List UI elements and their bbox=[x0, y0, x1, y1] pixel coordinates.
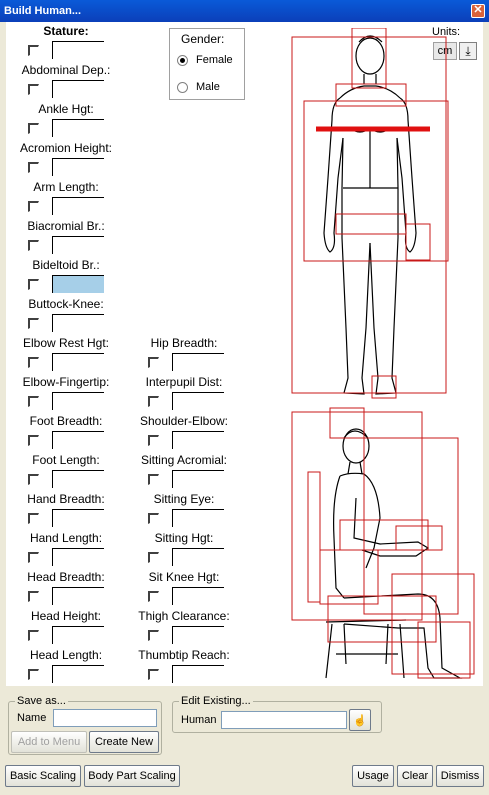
measurement-checkbox[interactable] bbox=[28, 123, 39, 134]
measurement-input[interactable] bbox=[52, 236, 104, 254]
measurement-checkbox[interactable] bbox=[148, 474, 159, 485]
measurement-label: Hand Length: bbox=[29, 531, 103, 545]
gender-title: Gender: bbox=[181, 32, 225, 46]
measurement-input[interactable] bbox=[172, 392, 224, 410]
gender-female-radio[interactable] bbox=[177, 55, 188, 66]
measurement-label: Sit Knee Hgt: bbox=[148, 570, 220, 584]
measurement-label: Biacromial Br.: bbox=[27, 219, 105, 233]
measurement-label: Interpupil Dist: bbox=[145, 375, 223, 389]
measurement-input[interactable] bbox=[52, 470, 104, 488]
gender-group bbox=[169, 28, 245, 100]
measurement-input[interactable] bbox=[52, 119, 104, 137]
dismiss-button[interactable]: Dismiss bbox=[436, 765, 484, 787]
measurement-checkbox[interactable] bbox=[28, 84, 39, 95]
measurement-label: Stature: bbox=[43, 24, 89, 38]
hand-pointer-icon[interactable]: ☝ bbox=[349, 709, 371, 731]
measurement-label: Abdominal Dep.: bbox=[21, 63, 111, 77]
units-label: Units: bbox=[432, 26, 461, 38]
measurement-checkbox[interactable] bbox=[28, 552, 39, 563]
measurement-label: Elbow Rest Hgt: bbox=[22, 336, 110, 350]
name-input[interactable] bbox=[53, 709, 157, 727]
measurement-checkbox[interactable] bbox=[28, 279, 39, 290]
measurement-label: Foot Length: bbox=[32, 453, 100, 467]
measurement-checkbox[interactable] bbox=[28, 630, 39, 641]
basic-scaling-button[interactable]: Basic Scaling bbox=[5, 765, 81, 787]
window-title: Build Human... bbox=[4, 5, 81, 17]
gender-female-label[interactable]: Female bbox=[196, 54, 233, 66]
measurement-label: Head Height: bbox=[30, 609, 102, 623]
measurement-label: Foot Breadth: bbox=[29, 414, 103, 428]
measurement-label: Hand Breadth: bbox=[27, 492, 105, 506]
gender-male-radio[interactable] bbox=[177, 82, 188, 93]
gender-male-label[interactable]: Male bbox=[196, 81, 220, 93]
measurement-input[interactable] bbox=[52, 275, 104, 293]
measurement-label: Sitting Acromial: bbox=[140, 453, 228, 467]
measurement-input[interactable] bbox=[52, 665, 104, 683]
measurement-input[interactable] bbox=[52, 392, 104, 410]
measurement-checkbox[interactable] bbox=[28, 513, 39, 524]
measurement-input[interactable] bbox=[52, 197, 104, 215]
human-input[interactable] bbox=[221, 711, 347, 729]
name-label: Name bbox=[17, 712, 47, 724]
measurement-label: Ankle Hgt: bbox=[38, 102, 94, 116]
measurement-checkbox[interactable] bbox=[28, 474, 39, 485]
human-label: Human bbox=[181, 714, 217, 726]
measurement-input[interactable] bbox=[52, 80, 104, 98]
measurement-checkbox[interactable] bbox=[28, 318, 39, 329]
measurement-input[interactable] bbox=[52, 626, 104, 644]
measurement-checkbox[interactable] bbox=[28, 357, 39, 368]
measurement-checkbox[interactable] bbox=[28, 201, 39, 212]
measurement-checkbox[interactable] bbox=[148, 669, 159, 680]
download-arrow-icon[interactable]: ⤓ bbox=[459, 42, 477, 60]
add-to-menu-button[interactable]: Add to Menu bbox=[11, 731, 87, 753]
measurement-checkbox[interactable] bbox=[148, 630, 159, 641]
measurement-checkbox[interactable] bbox=[28, 591, 39, 602]
measurement-input[interactable] bbox=[52, 431, 104, 449]
measurement-label: Thumbtip Reach: bbox=[138, 648, 230, 662]
edit-existing-group bbox=[172, 695, 382, 733]
standing-figure bbox=[324, 36, 416, 394]
measurement-checkbox[interactable] bbox=[28, 162, 39, 173]
save-as-group bbox=[8, 695, 162, 755]
measurement-input[interactable] bbox=[172, 548, 224, 566]
body-part-scaling-button[interactable]: Body Part Scaling bbox=[84, 765, 180, 787]
measurement-input[interactable] bbox=[172, 509, 224, 527]
usage-button[interactable]: Usage bbox=[352, 765, 394, 787]
measurement-checkbox[interactable] bbox=[148, 357, 159, 368]
measurement-input[interactable] bbox=[172, 665, 224, 683]
measurement-label: Bideltoid Br.: bbox=[32, 258, 100, 272]
measurement-input[interactable] bbox=[52, 587, 104, 605]
measurement-label: Thigh Clearance: bbox=[138, 609, 230, 623]
measurement-overlay bbox=[292, 28, 474, 678]
human-figure-diagram[interactable] bbox=[288, 28, 478, 682]
measurement-label: Head Length: bbox=[29, 648, 103, 662]
measurement-checkbox[interactable] bbox=[28, 669, 39, 680]
edit-existing-title: Edit Existing... bbox=[181, 695, 251, 707]
measurement-label: Buttock-Knee: bbox=[28, 297, 104, 311]
units-select[interactable]: cm bbox=[433, 42, 457, 60]
measurement-input[interactable] bbox=[172, 626, 224, 644]
measurement-label: Hip Breadth: bbox=[150, 336, 218, 350]
measurement-input[interactable] bbox=[52, 314, 104, 332]
measurement-input[interactable] bbox=[52, 548, 104, 566]
close-icon[interactable]: ✕ bbox=[471, 4, 485, 18]
measurements-panel bbox=[6, 22, 483, 686]
measurement-checkbox[interactable] bbox=[28, 396, 39, 407]
measurement-checkbox[interactable] bbox=[28, 435, 39, 446]
measurement-input[interactable] bbox=[172, 431, 224, 449]
measurement-input[interactable] bbox=[52, 509, 104, 527]
title-bar[interactable] bbox=[0, 0, 489, 22]
measurement-input[interactable] bbox=[52, 158, 104, 176]
measurement-checkbox[interactable] bbox=[148, 396, 159, 407]
measurement-input[interactable] bbox=[172, 353, 224, 371]
create-new-button[interactable]: Create New bbox=[89, 731, 159, 753]
clear-button[interactable]: Clear bbox=[397, 765, 433, 787]
measurement-checkbox[interactable] bbox=[148, 591, 159, 602]
measurement-input[interactable] bbox=[52, 353, 104, 371]
measurement-input[interactable] bbox=[172, 587, 224, 605]
measurement-checkbox[interactable] bbox=[28, 45, 39, 56]
measurement-input[interactable] bbox=[52, 41, 104, 59]
measurement-checkbox[interactable] bbox=[148, 435, 159, 446]
save-as-title: Save as... bbox=[17, 695, 66, 707]
measurement-label: Sitting Hgt: bbox=[154, 531, 214, 545]
measurement-checkbox[interactable] bbox=[28, 240, 39, 251]
measurement-label: Elbow-Fingertip: bbox=[22, 375, 110, 389]
sitting-figure bbox=[326, 429, 460, 678]
measurement-label: Acromion Height: bbox=[19, 141, 113, 155]
measurement-label: Head Breadth: bbox=[27, 570, 105, 584]
measurement-checkbox[interactable] bbox=[148, 513, 159, 524]
measurement-input[interactable] bbox=[172, 470, 224, 488]
measurement-label: Shoulder-Elbow: bbox=[139, 414, 229, 428]
measurement-label: Sitting Eye: bbox=[153, 492, 215, 506]
measurement-checkbox[interactable] bbox=[148, 552, 159, 563]
measurement-label: Arm Length: bbox=[33, 180, 99, 194]
